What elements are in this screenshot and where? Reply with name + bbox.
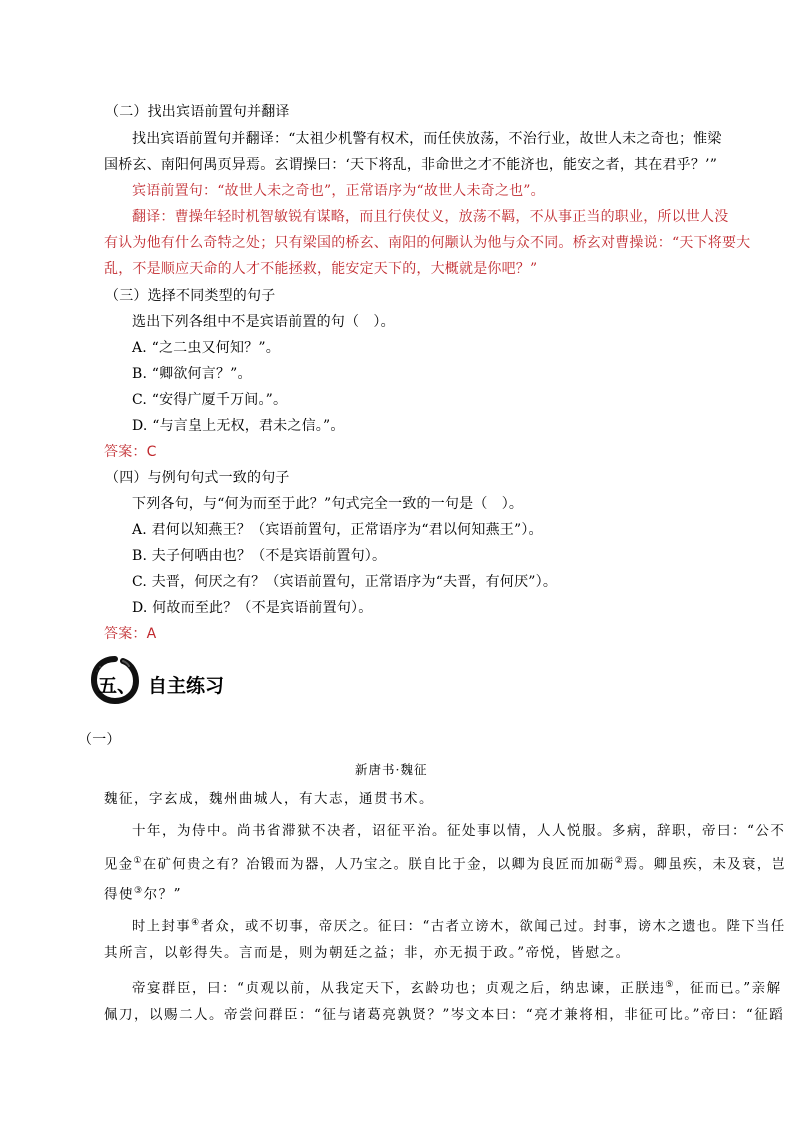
part3-option-a: A. “之二虫又何知？”。 (132, 340, 280, 356)
passage-paragraph-2-line1: 十年，为侍中。尚书省滞狱不决者，诏征平治。征处事以情，人人悦服。多病，辞职，帝曰：“公不 (132, 823, 786, 839)
part2-heading: （二）找出宾语前置句并翻译 (105, 104, 290, 120)
footnote-marker: ⑤ (665, 980, 675, 990)
part3-option-c: C. “安得广厦千万间。”。 (132, 392, 288, 408)
part4-question: 下列各句，与“何为而至于此？”句式完全一致的一句是（ ）。 (132, 496, 524, 512)
part3-question: 选出下列各组中不是宾语前置的句（ ）。 (132, 314, 395, 330)
passage-paragraph-2-line2: 见金①在矿何贵之有？冶锻而为器，人乃宝之。朕自比于金，以卿为良匠而加砺②焉。卿虽疾，未及衰，岂 (104, 856, 787, 873)
part2-answer-sentence: 宾语前置句：“故世人未之奇也”，正常语序为“故世人未奇之也”。 (132, 183, 545, 199)
exercise-label: （一） (78, 732, 121, 748)
part3-answer: 答案：C (104, 444, 157, 460)
part2-translation-line1: 翻译：曹操年轻时机智敏锐有谋略，而且行侠仗义，放荡不羁，不从事正当的职业，所以世人没 (132, 209, 729, 225)
part2-translation-line2: 有认为他有什么奇特之处；只有梁国的桥玄、南阳的何颙认为他与众不同。桥玄对曹操说：“天下将要大 (104, 235, 751, 251)
footnote-marker: ③ (134, 886, 144, 896)
part4-option-c: C. 夫晋，何厌之有？（宾语前置句，正常语序为“夫晋，有何厌”）。 (132, 574, 558, 590)
part4-option-d: D. 何故而至此？（不是宾语前置句）。 (132, 600, 373, 616)
section5-title: 自主练习 (148, 675, 225, 697)
part3-heading: （三）选择不同类型的句子 (105, 288, 276, 304)
part2-translation-line3: 乱，不是顺应天命的人才不能拯救，能安定天下的，大概就是你吧？” (104, 261, 538, 277)
passage-paragraph-1: 魏征，字玄成，魏州曲城人，有大志，通贯书术。 (104, 791, 434, 807)
passage-paragraph-3-line2: 其所言，以彰得失。言而是，则为朝廷之益；非，亦无损于政。”帝悦，皆慰之。 (104, 945, 631, 961)
footnote-marker: ① (133, 856, 143, 866)
part4-heading: （四）与例句句式一致的句子 (105, 470, 290, 486)
passage-paragraph-4-line2: 佩刀，以赐二人。帝尝问群臣：“征与诸葛亮孰贤？”岑文本曰：“亮才兼将相，非征可比。”帝曰：“征蹈 (104, 1007, 785, 1023)
section5-number: 五、 (98, 675, 137, 697)
part4-option-b: B. 夫子何哂由也？（不是宾语前置句）。 (132, 548, 387, 564)
part4-option-a: A. 君何以知燕王？（宾语前置句，正常语序为“君以何知燕王”）。 (132, 522, 543, 538)
part2-prompt-line2: 国桥玄、南阳何禺页异焉。玄谓操曰：‘天下将乱，非命世之才不能济也，能安之者，其在君乎？’” (104, 157, 718, 173)
footnote-marker: ④ (191, 918, 201, 928)
passage-paragraph-4-line1: 帝宴群臣，曰：“贞观以前，从我定天下，玄龄功也；贞观之后，纳忠谏，正朕违⑤，征而已。”亲解 (132, 980, 782, 997)
part2-prompt-line1: 找出宾语前置句并翻译：“太祖少机警有权术，而任侠放荡，不治行业，故世人未之奇也；惟梁 (132, 131, 722, 147)
part4-answer: 答案：A (104, 626, 157, 642)
passage-paragraph-2-line3: 得使③尔？” (104, 886, 182, 903)
passage-title: 新唐书·魏征 (355, 762, 428, 777)
passage-paragraph-3-line1: 时上封事④者众，或不切事，帝厌之。征曰：“古者立谤木，欲闻己过。封事，谤木之遗也。陛下当任 (132, 918, 786, 935)
part3-option-d: D. “与言皇上无权，君未之信。”。 (132, 418, 345, 434)
footnote-marker: ② (614, 856, 625, 866)
part3-option-b: B. “卿欲何言？”。 (132, 366, 252, 382)
